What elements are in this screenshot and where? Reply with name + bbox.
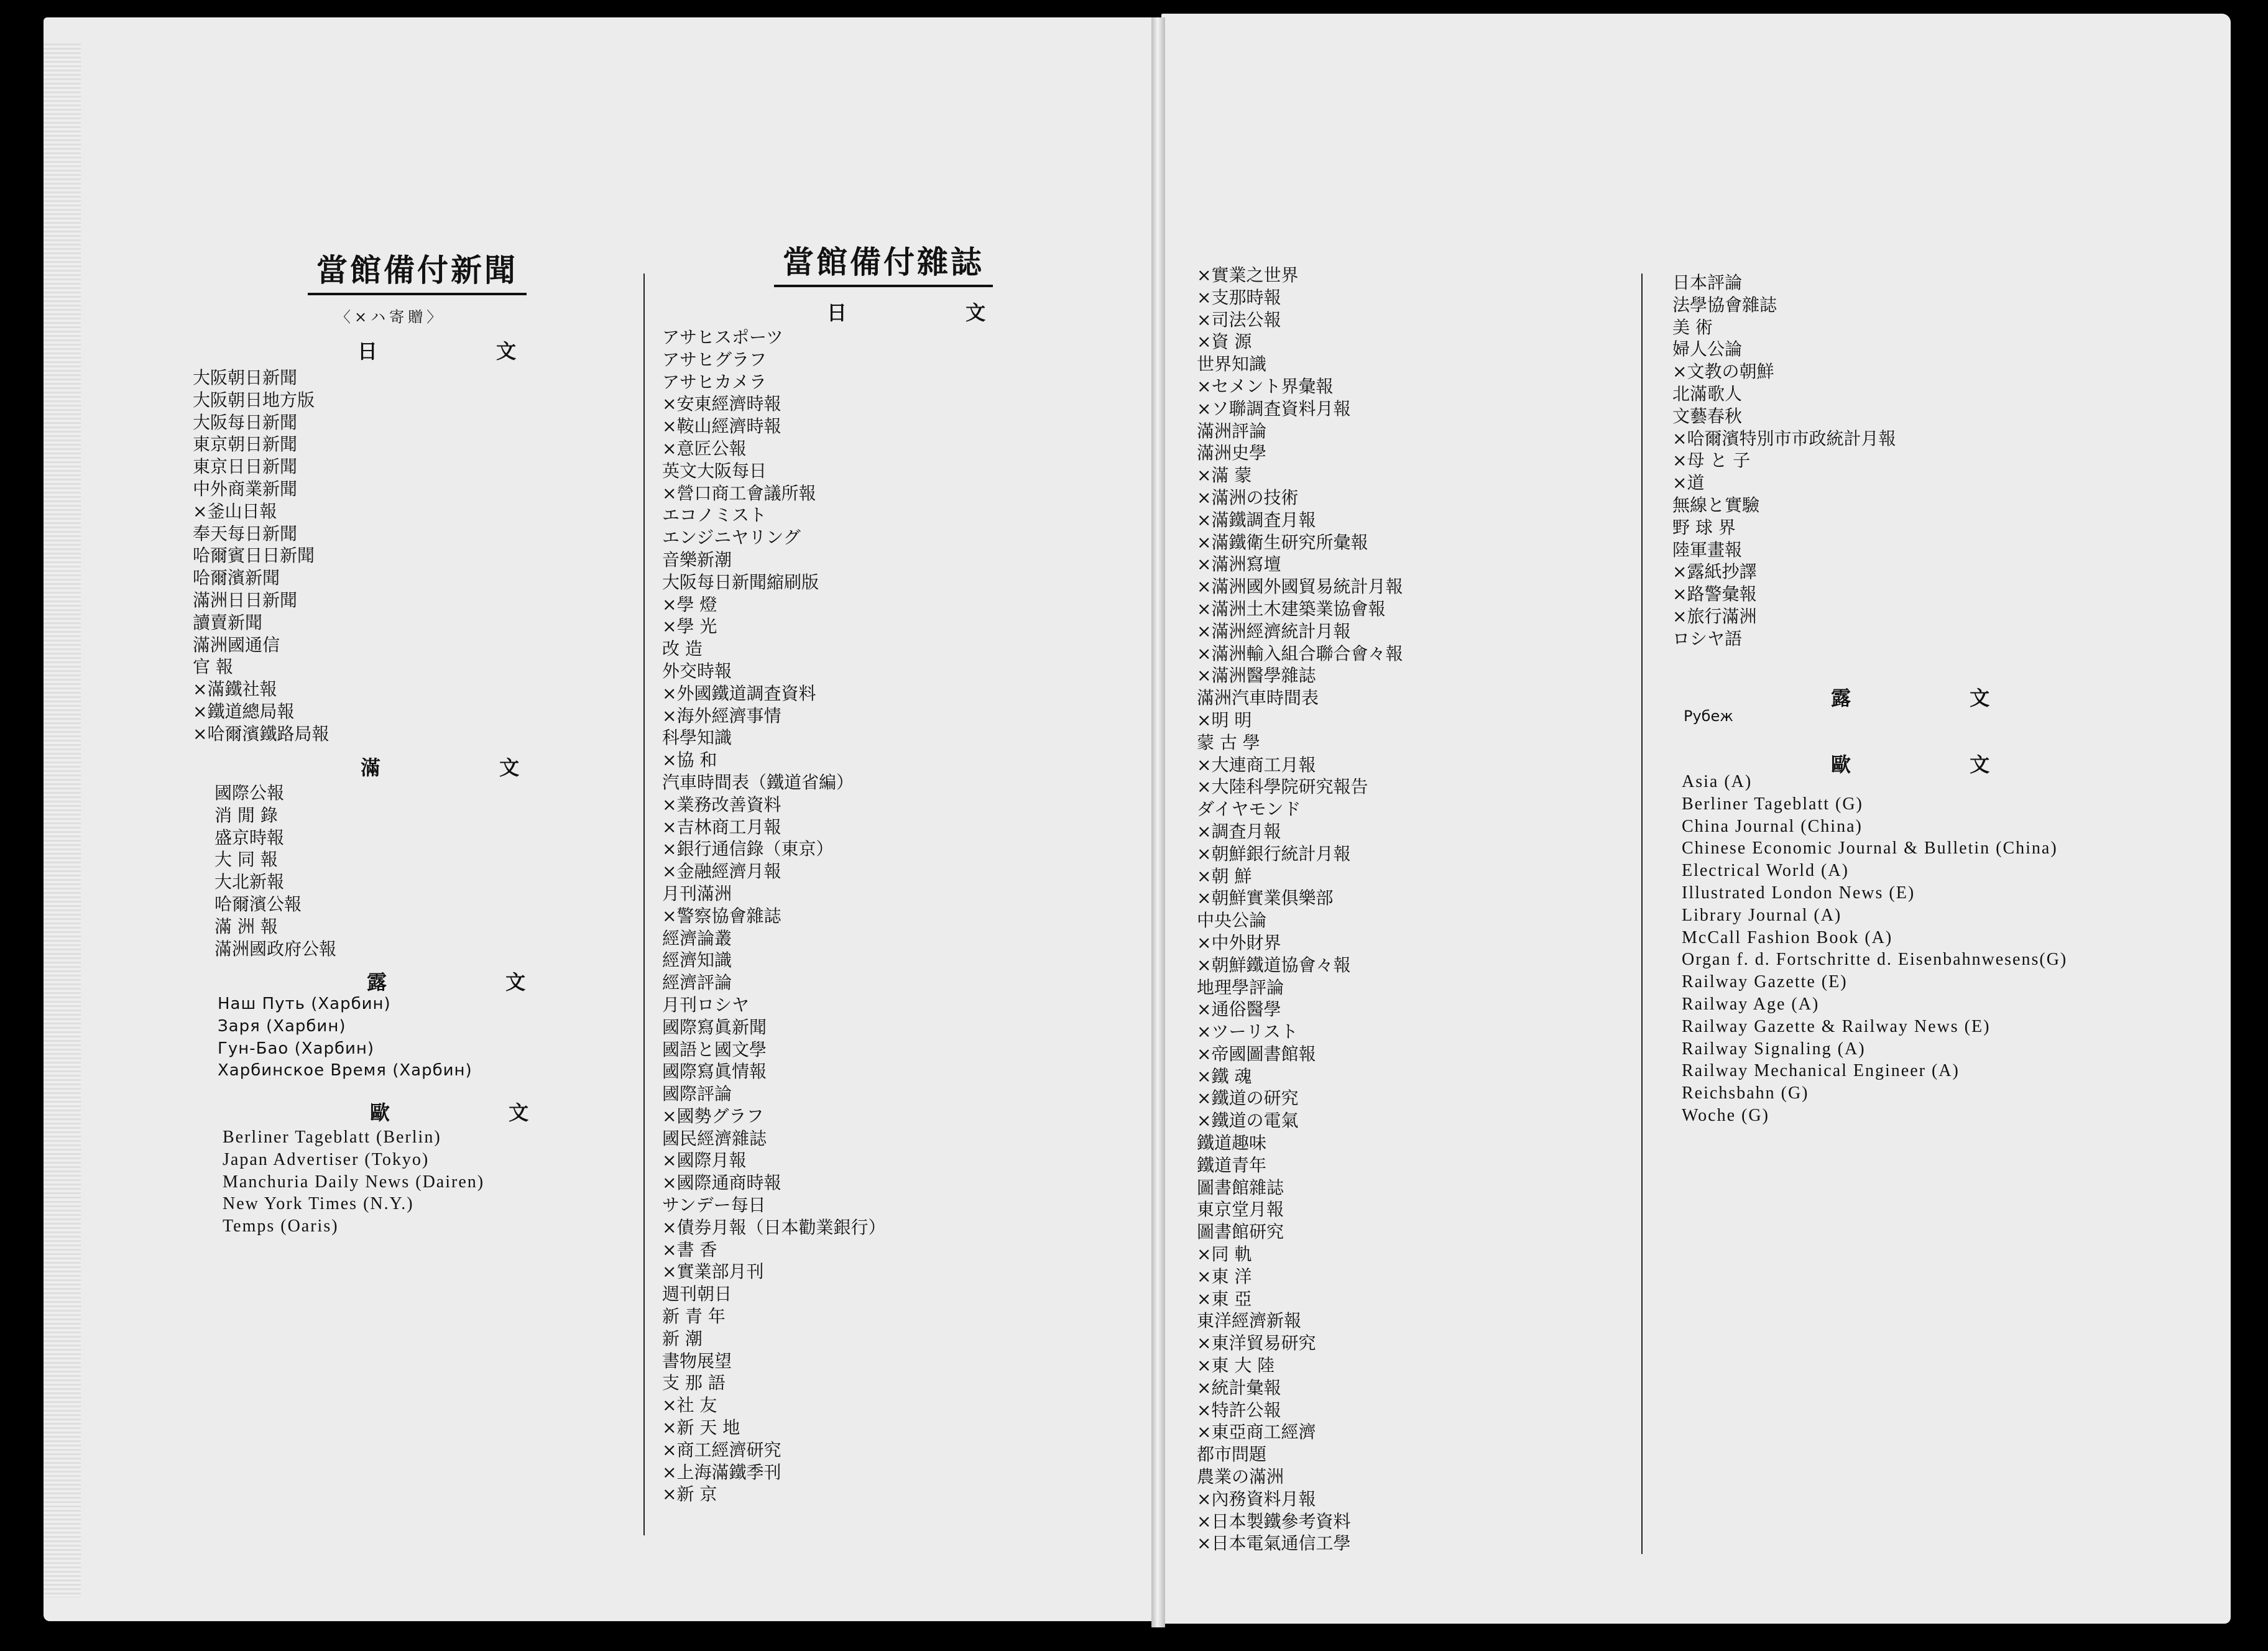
magazine-item: 鐵道青年 <box>1197 1154 1267 1175</box>
magazine-item: ×東 大 陸 <box>1197 1355 1275 1376</box>
newspaper-item: Заря (Харбин) <box>218 1016 346 1036</box>
magazine-item: ×帝國圖書館報 <box>1197 1043 1316 1064</box>
newspapers-eu-list <box>223 1126 484 1238</box>
magazine-item: 英文大阪每日 <box>662 460 767 481</box>
magazine-item: Railway Signaling (A) <box>1682 1039 1866 1059</box>
magazine-item: サンデー每日 <box>662 1195 766 1216</box>
magazine-item: ×大連商工月報 <box>1197 754 1316 775</box>
magazine-item: Рубеж <box>1684 707 1733 725</box>
magazine-item: 圖書館雜誌 <box>1197 1177 1284 1198</box>
magazine-item: エンジニヤリング <box>662 527 801 548</box>
magazine-item: ×特許公報 <box>1197 1399 1281 1420</box>
magazine-item: 滿洲史學 <box>1197 443 1267 464</box>
magazine-item: ×商工經濟研究 <box>662 1439 781 1460</box>
magazine-item: ×調査月報 <box>1197 821 1281 842</box>
magazine-item: 法學協會雜誌 <box>1672 294 1777 315</box>
magazine-item: ×ツーリスト <box>1197 1021 1298 1042</box>
magazine-item: ×協 和 <box>662 750 717 771</box>
newspapers-man-heading: 滿 文 <box>361 756 576 780</box>
newspaper-item: 大 同 報 <box>214 849 278 870</box>
newspaper-item: 哈爾賓日日新聞 <box>193 545 315 566</box>
magazine-item: 東洋經濟新報 <box>1197 1310 1302 1331</box>
magazine-item: ×海外經濟事情 <box>662 705 781 726</box>
magazine-item: ×滿洲の技術 <box>1197 487 1299 508</box>
magazine-item: アサヒカメラ <box>662 371 767 392</box>
magazine-item: エコノミスト <box>662 505 767 526</box>
magazine-item: ×鞍山經濟時報 <box>662 416 781 437</box>
magazines-jp-heading: 日 文 <box>827 301 1042 324</box>
newspaper-item: 國際公報 <box>214 783 285 803</box>
book-gutter <box>1151 17 1165 1627</box>
magazine-item: 滿洲汽車時間表 <box>1197 688 1319 709</box>
newspaper-item: Харбинское Время (Харбин) <box>218 1061 472 1080</box>
magazine-item: ×鐵道の電氣 <box>1197 1110 1299 1131</box>
magazine-item: ×統計彙報 <box>1197 1377 1281 1398</box>
newspaper-item: ×哈爾濱鐵路局報 <box>193 723 330 744</box>
newspaper-item: 盛京時報 <box>214 827 285 848</box>
magazine-item: ×滿鐵衛生研究所彙報 <box>1197 531 1368 553</box>
magazine-item: ×滿 蒙 <box>1197 465 1252 486</box>
magazine-item: 汽車時間表（鐵道省編） <box>662 771 854 793</box>
newspaper-item: 東京日日新聞 <box>193 456 298 477</box>
newspaper-item: 滿洲日日新聞 <box>193 589 298 610</box>
magazine-item: Asia (A) <box>1682 772 1753 791</box>
magazine-item: China Journal (China) <box>1682 816 1863 836</box>
magazine-item: ×書 香 <box>662 1239 717 1260</box>
magazine-item: Woche (G) <box>1682 1105 1769 1125</box>
magazine-item: ×學 燈 <box>662 594 717 615</box>
magazine-item: ×業務改善資料 <box>662 794 781 815</box>
magazine-item: 婦人公論 <box>1672 339 1743 360</box>
magazine-item: ×道 <box>1672 472 1705 494</box>
magazine-item: 無線と實驗 <box>1672 494 1760 515</box>
magazine-item: 大阪每日新聞縮刷版 <box>662 571 819 592</box>
magazines-title: 當館備付雜誌 <box>774 237 993 287</box>
magazine-item: 國際寫眞情報 <box>662 1061 767 1082</box>
newspaper-item: 大阪每日新聞 <box>193 412 298 433</box>
magazine-item: 野 球 界 <box>1672 517 1736 538</box>
magazine-item: 鐵道趣味 <box>1197 1133 1267 1154</box>
magazine-item: ×銀行通信錄（東京） <box>662 839 834 860</box>
magazine-item: 國際寫眞新聞 <box>662 1016 767 1037</box>
newspaper-item: Manchuria Daily News (Dairen) <box>223 1172 485 1192</box>
magazine-item: Illustrated London News (E) <box>1682 883 1915 903</box>
magazine-item: ×ソ聯調査資料月報 <box>1197 398 1351 419</box>
magazine-item: 音樂新潮 <box>662 549 732 570</box>
magazine-item: ×實業部月刊 <box>662 1261 764 1282</box>
newspaper-item: Наш Путь (Харбин) <box>218 995 391 1013</box>
magazine-item: Chinese Economic Journal & Bulletin (China) <box>1682 839 2058 858</box>
magazine-item: ×朝鮮鐵道協會々報 <box>1197 954 1351 975</box>
magazine-item: 經濟知識 <box>662 950 732 971</box>
magazine-item: ×滿洲輸入組合聯合會々報 <box>1197 643 1403 664</box>
magazine-item: 國民經濟雜誌 <box>662 1128 767 1149</box>
magazine-item: 蒙 古 學 <box>1197 732 1260 753</box>
magazine-item: 書物展望 <box>662 1350 732 1371</box>
magazine-item: 經濟論叢 <box>662 927 732 949</box>
magazine-item: ×滿洲經濟統計月報 <box>1197 620 1351 642</box>
magazine-item: アサヒグラフ <box>662 349 767 370</box>
newspaper-item: Гун-Бао (Харбин) <box>218 1039 375 1058</box>
magazine-item: 都市問題 <box>1197 1444 1267 1465</box>
magazine-item: ×同 軌 <box>1197 1244 1252 1265</box>
magazine-item: 文藝春秋 <box>1672 405 1743 426</box>
magazine-item: ×路警彙報 <box>1672 584 1757 605</box>
newspaper-item: 中外商業新聞 <box>193 478 298 499</box>
magazine-item: ×警察協會雜誌 <box>662 905 781 926</box>
magazines-eu-heading: 歐 文 <box>1831 753 2046 776</box>
newspaper-item: 滿洲國政府公報 <box>214 938 337 959</box>
newspaper-item: ×釜山日報 <box>193 500 277 522</box>
newspaper-item: ×滿鐵社報 <box>193 679 277 700</box>
newspapers-title: 當館備付新聞 <box>308 246 527 295</box>
magazine-item: Railway Gazette (E) <box>1682 972 1848 992</box>
magazine-item: ×意匠公報 <box>662 438 747 459</box>
magazine-item: 新 潮 <box>662 1328 703 1349</box>
magazine-item: ×社 友 <box>662 1395 717 1416</box>
magazine-item: ×通俗醫學 <box>1197 999 1281 1020</box>
magazine-item: ×外國鐵道調査資料 <box>662 683 816 704</box>
magazine-item: 外交時報 <box>662 660 732 681</box>
magazine-item: 科學知識 <box>662 727 732 748</box>
magazines-eu-list <box>1682 771 2067 1127</box>
magazine-item: ×日本製鐵參考資料 <box>1197 1511 1351 1532</box>
magazine-item: 新 青 年 <box>662 1306 726 1327</box>
magazine-item: ロシヤ語 <box>1672 628 1743 649</box>
magazine-item: ×朝鮮銀行統計月報 <box>1197 843 1351 864</box>
magazine-item: 中央公論 <box>1197 910 1267 931</box>
magazine-item: ×哈爾濱特別市市政統計月報 <box>1672 428 1896 449</box>
magazine-item: ×滿洲土木建築業協會報 <box>1197 598 1386 619</box>
magazine-item: ×實業之世界 <box>1197 265 1299 285</box>
magazine-item: ×母 と 子 <box>1672 450 1751 471</box>
magazines-list-col3 <box>1672 272 1896 650</box>
magazine-item: ×上海滿鐵季刊 <box>662 1461 781 1483</box>
magazine-item: ×朝鮮實業俱樂部 <box>1197 888 1334 909</box>
magazine-item: ×內務資料月報 <box>1197 1488 1316 1509</box>
magazine-item: ×新 天 地 <box>662 1417 740 1438</box>
magazines-list-col1 <box>662 326 885 1506</box>
magazine-item: Berliner Tageblatt (G) <box>1682 794 1863 814</box>
newspaper-item: 官 報 <box>193 656 233 678</box>
newspapers-ru-list <box>218 993 472 1082</box>
magazine-item: 月刊ロシヤ <box>662 994 750 1015</box>
magazine-item: ×資 源 <box>1197 331 1252 352</box>
magazine-item: 滿洲評論 <box>1197 420 1267 441</box>
magazine-item: 改 造 <box>662 638 703 660</box>
magazine-item: ×鐵 魂 <box>1197 1065 1252 1087</box>
magazines-ru-heading: 露 文 <box>1831 686 2046 710</box>
newspaper-item: 哈爾濱公報 <box>214 893 302 914</box>
magazine-item: 圖書館研究 <box>1197 1221 1284 1243</box>
newspaper-item: 消 閒 錄 <box>214 804 278 826</box>
magazine-item: ×大陸科學院研究報告 <box>1197 776 1368 798</box>
magazine-item: 月刊滿洲 <box>662 883 732 904</box>
magazine-item: ×明 明 <box>1197 709 1252 730</box>
magazine-item: ×セメント界彙報 <box>1197 375 1334 397</box>
magazine-item: 地理學評論 <box>1197 977 1284 998</box>
magazine-item: 農業の滿洲 <box>1197 1466 1284 1488</box>
magazine-item: ×吉林商工月報 <box>662 816 781 837</box>
newspapers-man-list <box>214 782 336 960</box>
magazine-item: ×日本電氣通信工學 <box>1197 1533 1351 1554</box>
magazine-item: ×朝 鮮 <box>1197 865 1252 886</box>
magazines-ru-list <box>1684 706 1733 728</box>
magazine-item: Railway Gazette & Railway News (E) <box>1682 1016 1991 1036</box>
magazine-item: Railway Age (A) <box>1682 994 1820 1014</box>
newspaper-item: New York Times (N.Y.) <box>223 1194 414 1214</box>
magazine-item: ×學 光 <box>662 616 717 637</box>
magazine-item: 經濟評論 <box>662 972 732 993</box>
column-divider <box>1641 274 1643 1554</box>
magazine-item: ×滿洲寫壇 <box>1197 554 1281 575</box>
magazine-item: ×中外財界 <box>1197 932 1281 953</box>
newspaper-item: Japan Advertiser (Tokyo) <box>223 1149 430 1169</box>
magazine-item: ×司法公報 <box>1197 309 1281 330</box>
magazine-item: ×國勢グラフ <box>662 1105 764 1126</box>
magazines-list-col2 <box>1197 264 1403 1555</box>
magazine-item: ×鐵道の研究 <box>1197 1088 1299 1109</box>
magazine-item: Reichsbahn (G) <box>1682 1083 1809 1103</box>
magazine-item: 國際評論 <box>662 1083 732 1105</box>
newspaper-item: 讀賣新聞 <box>193 612 263 633</box>
newspaper-item: Temps (Oaris) <box>223 1216 339 1236</box>
magazine-item: ×新 京 <box>662 1484 717 1505</box>
book-binding-edge <box>44 44 81 1598</box>
magazine-item: 陸軍畫報 <box>1672 539 1743 560</box>
newspaper-item: ×鐵道總局報 <box>193 701 295 722</box>
newspapers-jp-list <box>193 367 329 745</box>
magazine-item: ×東洋貿易研究 <box>1197 1333 1316 1354</box>
magazine-item: 日本評論 <box>1672 272 1743 293</box>
magazine-item: 世界知識 <box>1197 354 1267 375</box>
newspaper-item: 滿洲國通信 <box>193 634 280 655</box>
magazine-item: ×支那時報 <box>1197 287 1281 308</box>
magazine-item: ×安東經濟時報 <box>662 393 781 415</box>
newspaper-item: 奉天每日新聞 <box>193 523 298 544</box>
magazine-item: McCall Fashion Book (A) <box>1682 927 1893 947</box>
newspapers-ru-heading: 露 文 <box>367 970 582 994</box>
magazine-item: ×東亞商工經濟 <box>1197 1422 1316 1443</box>
magazine-item: ×債券月報（日本勸業銀行） <box>662 1216 886 1238</box>
magazine-item: ×營口商工會議所報 <box>662 482 816 504</box>
magazine-item: Organ f. d. Fortschritte d. Eisenbahnwesens(G) <box>1682 950 2068 970</box>
magazine-item: ×東 洋 <box>1197 1266 1252 1287</box>
magazine-item: Electrical World (A) <box>1682 861 1849 881</box>
magazine-item: ×滿洲醫學雜誌 <box>1197 665 1316 686</box>
magazine-item: 北滿歌人 <box>1672 383 1743 404</box>
magazine-item: ×東 亞 <box>1197 1288 1252 1309</box>
column-divider <box>643 274 645 1535</box>
magazine-item: ×滿鐵調査月報 <box>1197 509 1316 530</box>
newspaper-item: 哈爾濱新聞 <box>193 568 280 589</box>
newspapers-jp-heading: 日 文 <box>357 339 573 363</box>
newspaper-item: 滿 洲 報 <box>214 916 278 937</box>
newspaper-item: 大阪朝日地方版 <box>193 389 315 410</box>
magazine-item: ×露紙抄譯 <box>1672 561 1757 582</box>
magazine-item: 週刊朝日 <box>662 1284 732 1305</box>
newspaper-item: 東京朝日新聞 <box>193 434 298 455</box>
magazine-item: ×金融經濟月報 <box>662 861 781 882</box>
magazine-item: ×國際月報 <box>662 1150 747 1171</box>
newspapers-note: 〈×ハ寄贈〉 <box>336 308 446 326</box>
magazine-item: 美 術 <box>1672 316 1713 338</box>
magazine-item: アサヒスポーツ <box>662 327 783 347</box>
newspapers-eu-heading: 歐 文 <box>370 1101 585 1124</box>
newspaper-item: Berliner Tageblatt (Berlin) <box>223 1128 441 1147</box>
magazine-item: Railway Mechanical Engineer (A) <box>1682 1061 1960 1081</box>
magazine-item: Library Journal (A) <box>1682 905 1842 925</box>
magazine-item: ×旅行滿洲 <box>1672 605 1757 627</box>
newspaper-item: 大阪朝日新聞 <box>193 367 298 388</box>
newspaper-item: 大北新報 <box>214 871 285 893</box>
magazine-item: 東京堂月報 <box>1197 1199 1284 1220</box>
magazine-item: 國語と國文學 <box>662 1039 767 1060</box>
magazine-item: ×文教の朝鮮 <box>1672 361 1774 382</box>
magazine-item: 支 那 語 <box>662 1373 726 1394</box>
magazine-item: ×滿洲國外國貿易統計月報 <box>1197 576 1403 597</box>
magazine-item: ダイヤモンド <box>1197 799 1301 820</box>
magazine-item: ×國際通商時報 <box>662 1172 781 1193</box>
